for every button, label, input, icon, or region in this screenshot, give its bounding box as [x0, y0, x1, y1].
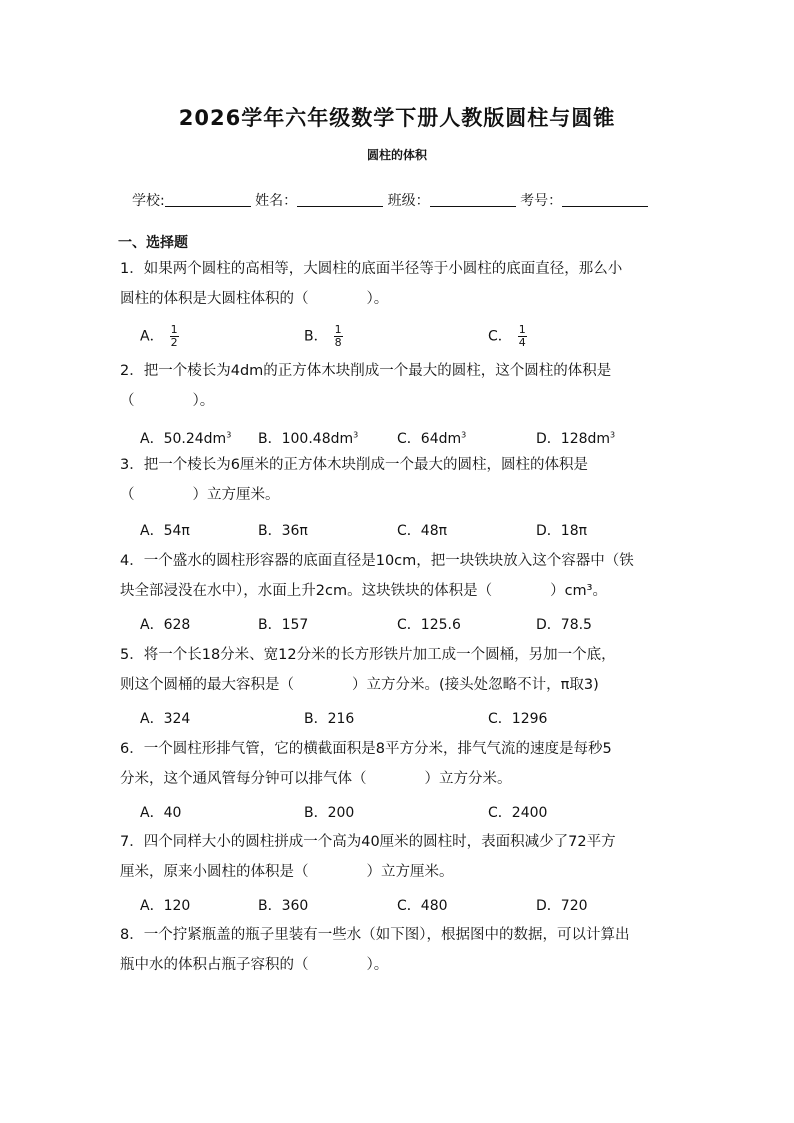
option-value: 628	[163, 617, 191, 633]
option-value: 64dm	[420, 431, 462, 447]
option-label: B．	[258, 523, 282, 539]
superscript: 3	[610, 430, 616, 440]
option-label: B．	[258, 898, 282, 914]
document-subtitle: 圆柱的体积	[366, 148, 427, 162]
option-label: A．	[140, 328, 164, 345]
option-label: D．	[536, 431, 561, 447]
question-text: 瓶中水的体积占瓶子容积的（ ）。	[120, 957, 389, 973]
question-text: （ ）立方厘米。	[120, 487, 280, 503]
numerator: 1	[170, 323, 178, 336]
number-blank	[562, 192, 648, 207]
option-value: 720	[560, 898, 588, 914]
question-5	[120, 640, 680, 700]
option-value: 200	[327, 805, 355, 821]
option-label: D．	[536, 523, 561, 539]
section-heading: 一、选择题	[118, 235, 188, 251]
option-label: C．	[397, 898, 421, 914]
question-text: 7．四个同样大小的圆柱拼成一个高为40厘米的圆柱时，表面积减少了72平方	[120, 834, 616, 850]
option-value: 18π	[560, 523, 588, 539]
option-value: 36π	[281, 523, 308, 539]
option-value: 125.6	[420, 617, 461, 633]
option-b	[304, 324, 343, 349]
option-value: 48π	[420, 523, 448, 539]
option-label: A．	[140, 711, 164, 727]
option-c	[488, 802, 547, 822]
option-c	[397, 520, 447, 540]
option-value: 128dm	[560, 431, 611, 447]
option-label: B．	[304, 711, 328, 727]
option-label: C．	[488, 711, 512, 727]
option-label: A．	[140, 617, 164, 633]
option-a	[140, 324, 179, 349]
option-a	[140, 428, 231, 448]
question-6	[120, 734, 680, 794]
denominator: 4	[518, 336, 526, 349]
option-label: C．	[397, 431, 421, 447]
school-label: 学校:	[132, 193, 165, 209]
number-label: 考号：	[520, 193, 563, 209]
option-label: A．	[140, 523, 164, 539]
question-7	[120, 827, 680, 887]
option-label: C．	[488, 328, 512, 345]
option-a	[140, 614, 190, 634]
document-title: 2026学年六年级数学下册人教版圆柱与圆锥	[178, 106, 616, 130]
option-d	[536, 614, 592, 634]
option-value: 324	[163, 711, 191, 727]
question-4	[120, 546, 680, 606]
option-label: D．	[536, 898, 561, 914]
class-blank	[430, 192, 516, 207]
option-c	[397, 895, 448, 915]
option-value: 157	[281, 617, 309, 633]
question-text: 块全部浸没在水中），水面上升2cm。这块铁块的体积是（ ）cm³。	[120, 583, 607, 599]
fraction	[170, 324, 179, 349]
denominator: 8	[334, 336, 342, 349]
option-label: C．	[397, 523, 421, 539]
fraction	[518, 324, 527, 349]
option-label: A．	[140, 431, 164, 447]
option-value: 40	[163, 805, 182, 821]
question-8	[120, 920, 680, 980]
option-value: 216	[327, 711, 355, 727]
numerator: 1	[334, 323, 342, 336]
option-value: 54π	[163, 523, 190, 539]
option-value: 1296	[511, 711, 548, 727]
option-c	[397, 428, 466, 448]
superscript: 3	[226, 430, 232, 440]
question-1	[120, 254, 680, 314]
question-text: 8．一个拧紧瓶盖的瓶子里装有一些水（如下图），根据图中的数据，可以计算出	[120, 927, 630, 943]
question-text: 1．如果两个圆柱的高相等，大圆柱的底面半径等于小圆柱的底面直径，那么小	[120, 261, 623, 277]
option-label: B．	[258, 431, 282, 447]
option-label: C．	[488, 805, 512, 821]
option-label: B．	[258, 617, 282, 633]
name-blank	[297, 192, 383, 207]
option-a	[140, 895, 190, 915]
question-2	[120, 356, 680, 416]
option-value: 360	[281, 898, 309, 914]
school-blank	[165, 192, 251, 207]
name-label: 姓名：	[255, 193, 298, 209]
option-b	[258, 520, 308, 540]
class-label: 班级：	[387, 193, 430, 209]
option-b	[258, 614, 308, 634]
option-label: A．	[140, 805, 164, 821]
option-a	[140, 520, 190, 540]
question-text: （ ）。	[120, 393, 215, 409]
denominator: 2	[170, 336, 178, 349]
option-value: 480	[420, 898, 448, 914]
numerator: 1	[518, 323, 526, 336]
option-d	[536, 520, 587, 540]
option-value: 2400	[511, 805, 548, 821]
question-text: 4．一个盛水的圆柱形容器的底面直径是10cm，把一块铁块放入这个容器中（铁	[120, 553, 634, 569]
option-c	[488, 324, 527, 349]
option-d	[536, 895, 588, 915]
option-label: D．	[536, 617, 561, 633]
option-a	[140, 802, 181, 822]
option-label: C．	[397, 617, 421, 633]
option-label: B．	[304, 805, 328, 821]
option-value: 120	[163, 898, 191, 914]
option-value: 78.5	[560, 617, 592, 633]
superscript: 3	[461, 430, 467, 440]
question-text: 分米，这个通风管每分钟可以排气体（ ）立方分米。	[120, 771, 512, 787]
option-c	[397, 614, 461, 634]
option-b	[304, 708, 354, 728]
option-b	[258, 895, 308, 915]
option-c	[488, 708, 547, 728]
option-value: 50.24dm	[163, 431, 227, 447]
question-text: 圆柱的体积是大圆柱体积的（ ）。	[120, 291, 389, 307]
question-text: 厘米，原来小圆柱的体积是（ ）立方厘米。	[120, 864, 454, 880]
option-label: B．	[304, 328, 328, 345]
question-text: 5．将一个长18分米、宽12分米的长方形铁片加工成一个圆桶，另加一个底，	[120, 647, 616, 663]
option-b	[304, 802, 354, 822]
question-text: 2．把一个棱长为4dm的正方体木块削成一个最大的圆柱，这个圆柱的体积是	[120, 363, 612, 379]
student-info-line	[132, 190, 648, 210]
option-b	[258, 428, 358, 448]
option-label: A．	[140, 898, 164, 914]
question-text: 6．一个圆柱形排气管，它的横截面积是8平方分米，排气气流的速度是每秒5	[120, 741, 612, 757]
question-text: 3．把一个棱长为6厘米的正方体木块削成一个最大的圆柱，圆柱的体积是	[120, 457, 588, 473]
superscript: 3	[353, 430, 359, 440]
option-d	[536, 428, 615, 448]
fraction	[334, 324, 343, 349]
question-3	[120, 450, 680, 510]
option-a	[140, 708, 190, 728]
option-value: 100.48dm	[281, 431, 354, 447]
question-text: 则这个圆桶的最大容积是（ ）立方分米。(接头处忽略不计，π取3)	[120, 677, 599, 693]
